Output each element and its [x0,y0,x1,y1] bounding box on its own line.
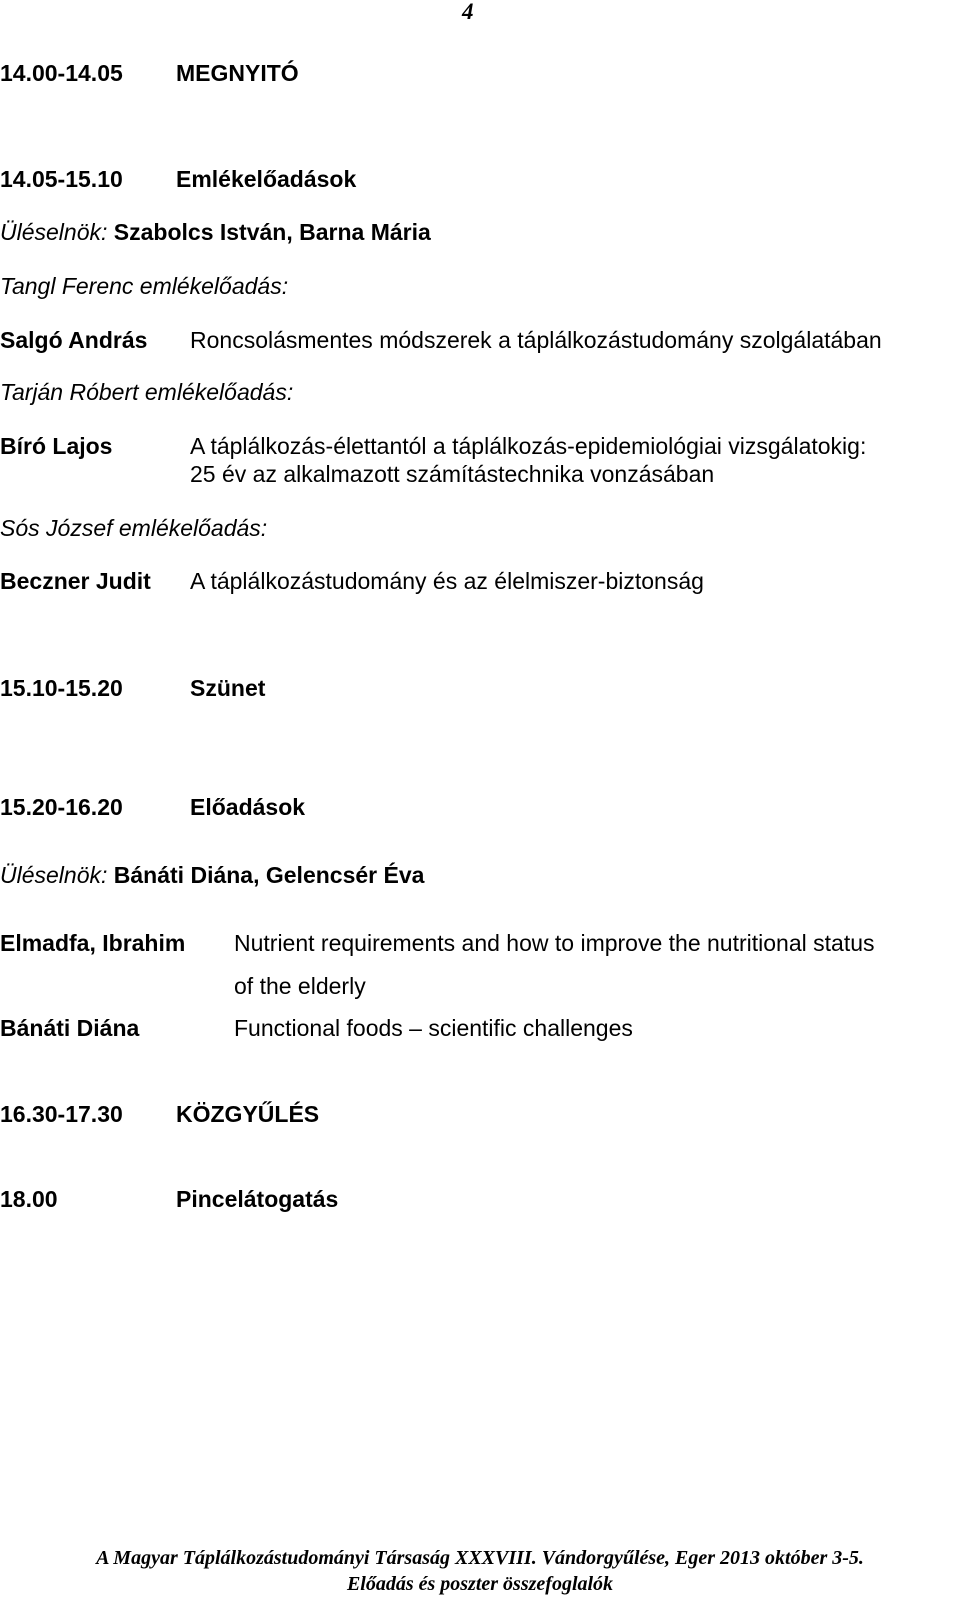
talk-title: A táplálkozástudomány és az élelmiszer-biztonság [190,568,704,594]
memorial-chair-line [0,221,431,244]
break-time: 15.10-15.20 [0,675,123,701]
break-title: Szünet [190,675,266,701]
page-number: 4 [462,0,474,24]
footer-line1: A Magyar Táplálkozástudományi Társaság XXXVIII. Vándorgyűlése, Eger 2013 október 3-5. [96,1547,864,1569]
talk-title: Roncsolásmentes módszerek a táplálkozástudomány szolgálatában [190,327,882,353]
visit-title: Pincelátogatás [176,1186,339,1212]
talk-heading: Tarján Róbert emlékelőadás: [0,379,294,405]
opening-title: MEGNYITÓ [176,60,299,86]
chair-names: Szabolcs István, Barna Mária [113,219,431,245]
talk-title-line2: 25 év az alkalmazott számítástechnika vonzásában [190,461,715,487]
speaker-name: Elmadfa, Ibrahim [0,930,186,956]
footer-line2: Előadás és poszter összefoglalók [346,1573,614,1595]
speaker-name: Salgó András [0,327,148,353]
assembly-time: 16.30-17.30 [0,1101,123,1127]
speaker-name: Bánáti Diána [0,1015,140,1041]
lectures-title: Előadások [190,794,306,820]
talk-heading: Tangl Ferenc emlékelőadás: [0,273,289,299]
talk-title-line2: of the elderly [234,973,366,999]
lectures-time: 15.20-16.20 [0,794,123,820]
speaker-name: Bíró Lajos [0,433,113,459]
talk-title-line1: A táplálkozás-élettantól a táplálkozás-epidemiológiai vizsgálatokig: [190,433,867,459]
talk-title: Functional foods – scientific challenges [234,1015,633,1041]
assembly-title: KÖZGYŰLÉS [176,1101,320,1127]
memorial-time: 14.05-15.10 [0,166,123,192]
visit-time: 18.00 [0,1186,58,1212]
speaker-name: Beczner Judit [0,568,151,594]
talk-title-line1: Nutrient requirements and how to improve the nutritional status [234,930,875,956]
chair-label: Üléselnök: [0,219,108,245]
memorial-title: Emlékelőadások [176,166,357,192]
opening-time: 14.00-14.05 [0,60,123,86]
chair-label: Üléselnök: [0,862,108,888]
lectures-chair-line [0,864,424,887]
talk-heading: Sós József emlékelőadás: [0,515,268,541]
chair-names: Bánáti Diána, Gelencsér Éva [113,862,425,888]
